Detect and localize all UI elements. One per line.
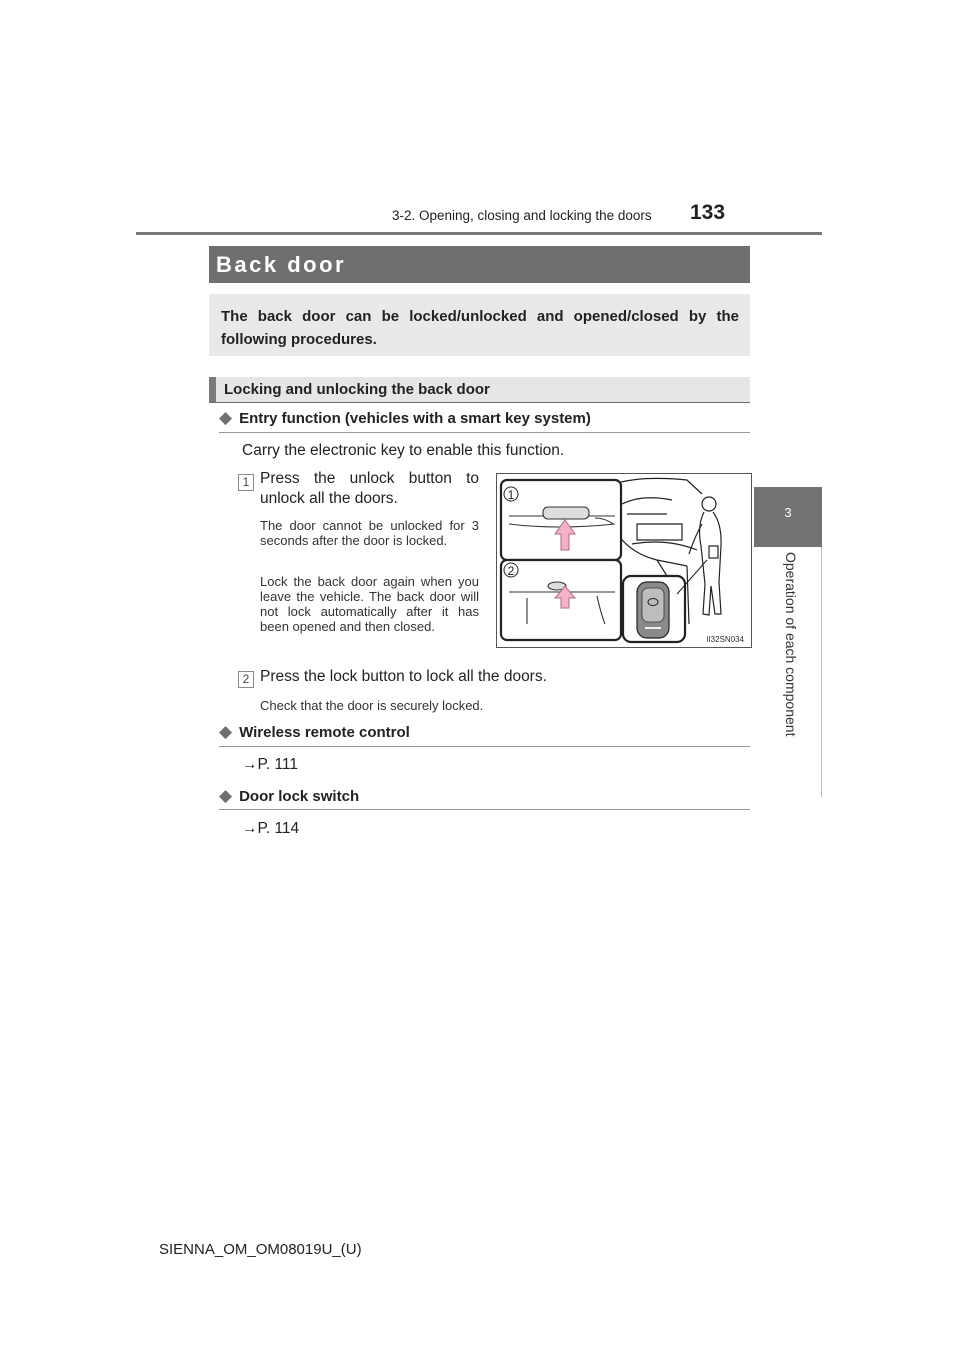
heading-wireless-remote-text: Wireless remote control: [239, 723, 410, 741]
chapter-label: Operation of each component: [783, 552, 799, 737]
door-lock-reference: [242, 820, 299, 838]
illustration-code: II32SN034: [706, 635, 744, 644]
chapter-tab-rule: [821, 547, 822, 797]
heading-door-lock-switch: [219, 786, 359, 806]
chapter-number: 3: [784, 505, 792, 520]
intro-box: [209, 294, 750, 356]
header-rule: [136, 232, 822, 235]
wireless-page-ref: P. 111: [257, 756, 299, 773]
diamond-bullet-icon: ◆: [219, 786, 233, 805]
section-title-bar: [209, 246, 750, 283]
step1-text-line1: Press the unlock button to: [260, 470, 479, 487]
entry-lead-text: Carry the electronic key to enable this function.: [242, 442, 565, 459]
section-title: Back door: [216, 252, 347, 277]
step-number-2: 2: [238, 671, 254, 688]
back-door-illustration: [496, 473, 752, 648]
callout-2: 2: [507, 564, 515, 578]
heading-rule: [219, 432, 750, 433]
step2-note: Check that the door is securely locked.: [260, 698, 484, 713]
door-lock-page-ref: P. 114: [257, 820, 300, 837]
step-number-1: 1: [238, 474, 254, 491]
subsection-accent: [209, 377, 216, 402]
heading-rule: [219, 746, 750, 747]
running-header-section: 3-2. Opening, closing and locking the doors: [392, 208, 652, 223]
diamond-bullet-icon: ◆: [219, 408, 233, 427]
step1-text-line2: unlock all the doors.: [260, 490, 398, 507]
step1-note-1: The door cannot be unlocked for 3 seconds after the door is locked.: [260, 518, 479, 548]
subsection-header: [209, 377, 750, 403]
intro-text: The back door can be locked/unlocked and opened/closed by the following procedures.: [221, 308, 739, 348]
chapter-tab: [754, 487, 822, 547]
heading-rule: [219, 809, 750, 810]
wireless-reference: [242, 756, 298, 774]
diamond-bullet-icon: ◆: [219, 722, 233, 741]
subsection-title: Locking and unlocking the back door: [224, 381, 490, 398]
heading-door-lock-switch-text: Door lock switch: [239, 787, 360, 805]
page-number: 133: [690, 201, 726, 224]
step1-note-2: Lock the back door again when you leave the vehicle. The back door will not lock automatically after it has been opened and then closed.: [260, 574, 479, 634]
step2-text: Press the lock button to lock all the doors.: [260, 668, 547, 685]
heading-entry-function-text: Entry function (vehicles with a smart key system): [239, 409, 591, 427]
heading-entry-function: [219, 408, 591, 428]
footer-document-code: SIENNA_OM_OM08019U_(U): [159, 1241, 362, 1258]
arrow-right-icon: →: [242, 820, 258, 837]
callout-1: 1: [507, 488, 515, 502]
heading-wireless-remote: [219, 722, 410, 742]
arrow-right-icon: →: [242, 756, 258, 773]
